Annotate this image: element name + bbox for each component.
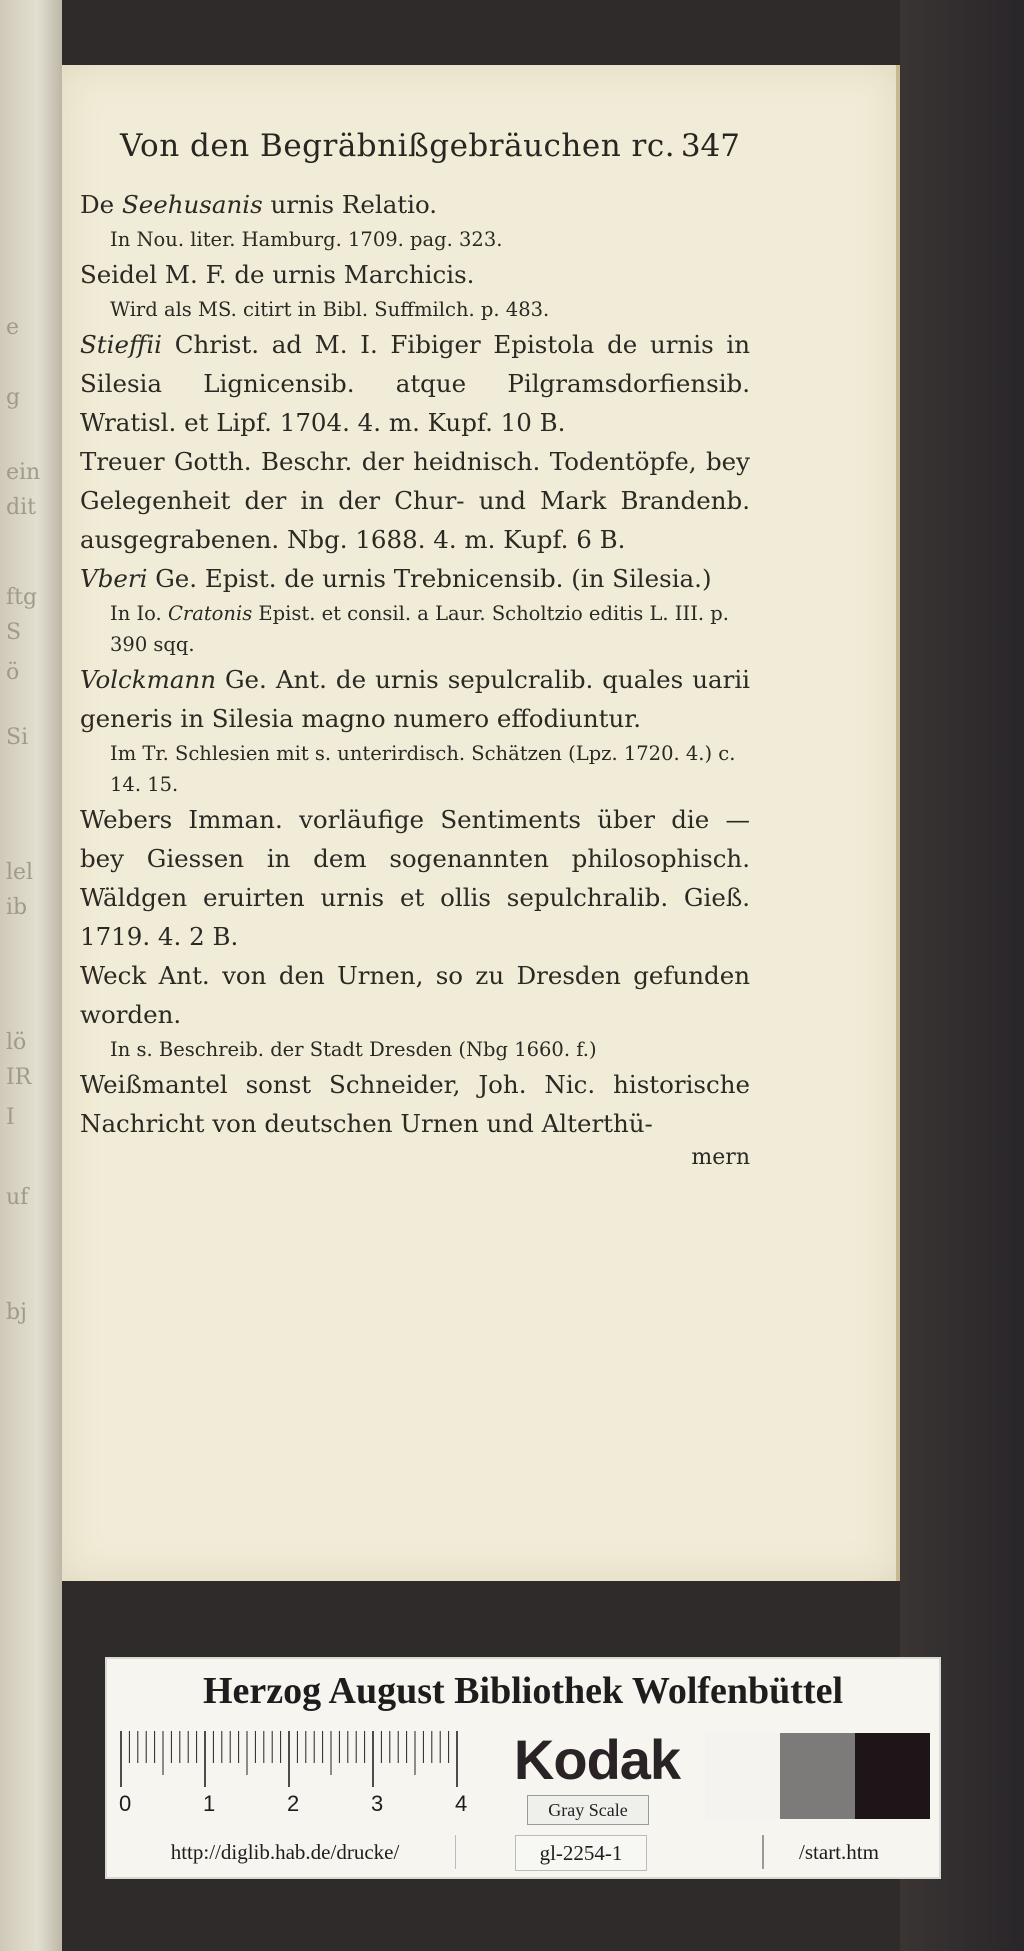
entry-text: Im Tr. Schlesien mit s. unterirdisch. Schätzen (Lpz. 1720. 4.) c. 14. 15. <box>110 742 736 796</box>
gray-patches <box>705 1733 930 1819</box>
left-page-fragment: Si <box>6 725 29 750</box>
left-page-fragment: IR <box>6 1065 32 1090</box>
ruler-label: 1 <box>203 1791 216 1816</box>
left-page-fragment: I <box>6 1105 15 1130</box>
left-page-fragment: lö <box>6 1030 27 1055</box>
left-page-fragment: uf <box>6 1185 29 1210</box>
ruler <box>119 1731 469 1821</box>
color-target-card <box>105 1657 941 1879</box>
left-page-edge <box>0 0 62 1951</box>
left-page-fragment: ib <box>6 895 28 920</box>
ruler-ticks <box>119 1731 469 1791</box>
entry-note <box>80 598 750 660</box>
entry-text: Epist. et consil. a Laur. Scholtzio editis L. III. p. 390 sqq. <box>110 602 729 656</box>
url-right: /start.htm <box>762 1835 914 1869</box>
entry-text: Weißmantel sonst Schneider, Joh. Nic. historische Nachricht von deutschen Urnen und Alterthü- <box>80 1070 750 1138</box>
entry-text: Ge. Epist. de urnis Trebnicensib. (in Silesia.) <box>147 564 712 593</box>
bibliography-entry <box>80 255 750 294</box>
entry-text: Treuer Gotth. Beschr. der heidnisch. Todentöpfe, bey Gelegenheit der in der Chur- und Mark Brandenb. ausgegrabenen. Nbg. 1688. 4. m. Kupf. 6 B. <box>80 447 750 554</box>
bibliography-entry <box>80 185 750 224</box>
entry-text: In Nou. liter. Hamburg. 1709. pag. 323. <box>110 228 503 251</box>
entry-text: Ge. Ant. de urnis sepulcralib. quales uarii generis in Silesia magno numero effodiuntur. <box>80 665 750 733</box>
entry-text: In s. Beschreib. der Stadt Dresden (Nbg 1660. f.) <box>110 1038 597 1061</box>
url-left: http://diglib.hab.de/drucke/ <box>115 1835 456 1869</box>
left-page-fragment: ein <box>6 460 41 485</box>
library-name: Herzog August Bibliothek Wolfenbüttel <box>202 1670 844 1712</box>
entry-text: Weck Ant. von den Urnen, so zu Dresden gefunden worden. <box>80 961 750 1029</box>
bibliography-entry <box>80 1065 750 1143</box>
entry-text: Cratonis <box>167 602 253 625</box>
entry-text: Christ. ad M. I. Fibiger Epistola de urnis in Silesia Lignicensib. atque Pilgramsdorfiensib. Wratisl. et Lipf. 1704. 4. m. Kupf. 10 B. <box>80 330 750 437</box>
entry-note <box>80 294 750 325</box>
entry-text: Vberi <box>80 564 148 593</box>
gray-patch <box>855 1733 930 1819</box>
entry-text: Webers Imman. vorläufige Sentiments über die — bey Giessen in dem sogenannten philosophisch. Wäldgen eruirten urnis et ollis sepulchralib. Gieß. 1719. 4. 2 B. <box>80 805 750 951</box>
ruler-label: 0 <box>119 1791 132 1816</box>
page-number: 347 <box>680 128 740 164</box>
entry-text: Seidel M. F. de urnis Marchicis. <box>80 260 475 289</box>
bibliography-entry <box>80 559 750 598</box>
entry-text: Seehusanis <box>121 190 263 219</box>
left-page-fragment: bj <box>6 1300 27 1325</box>
page-body <box>80 185 750 1171</box>
gray-patch <box>780 1733 855 1819</box>
gray-scale-label: Gray Scale <box>527 1795 649 1825</box>
left-page-fragment: dit <box>6 495 36 520</box>
catchword: mern <box>691 1145 750 1170</box>
left-page-fragment: g <box>6 385 21 410</box>
entry-note <box>80 738 750 800</box>
ruler-labels <box>119 1791 469 1819</box>
bibliography-entry <box>80 442 750 559</box>
ruler-label: 3 <box>371 1791 384 1816</box>
entry-text: Wird als MS. citirt in Bibl. Suffmilch. p. 483. <box>110 298 550 321</box>
gray-patch <box>705 1733 780 1819</box>
ruler-label: 4 <box>455 1791 468 1816</box>
left-page-fragment: e <box>6 315 20 340</box>
entry-text: In Io. <box>110 602 168 625</box>
entry-text: De <box>80 190 122 219</box>
entry-note <box>80 1034 750 1065</box>
running-title: Von den Begräbnißgebräuchen rc. <box>120 128 676 164</box>
entry-text: Volckmann <box>80 665 216 694</box>
bibliography-entry <box>80 660 750 738</box>
entry-note <box>80 224 750 255</box>
bibliography-entry <box>80 956 750 1034</box>
bibliography-entry <box>80 800 750 956</box>
left-page-fragment: S <box>6 620 22 645</box>
left-page-fragment: lel <box>6 860 34 885</box>
bibliography-entry <box>80 325 750 442</box>
left-page-fragment: ö <box>6 660 20 685</box>
running-head <box>120 128 740 164</box>
entry-text: Stieffii <box>80 330 162 359</box>
shelfmark: gl-2254-1 <box>515 1835 647 1871</box>
ruler-label: 2 <box>287 1791 300 1816</box>
left-page-fragment: ftg <box>6 585 38 610</box>
kodak-logo: Kodak <box>513 1728 681 1791</box>
entry-text: urnis Relatio. <box>262 190 438 219</box>
